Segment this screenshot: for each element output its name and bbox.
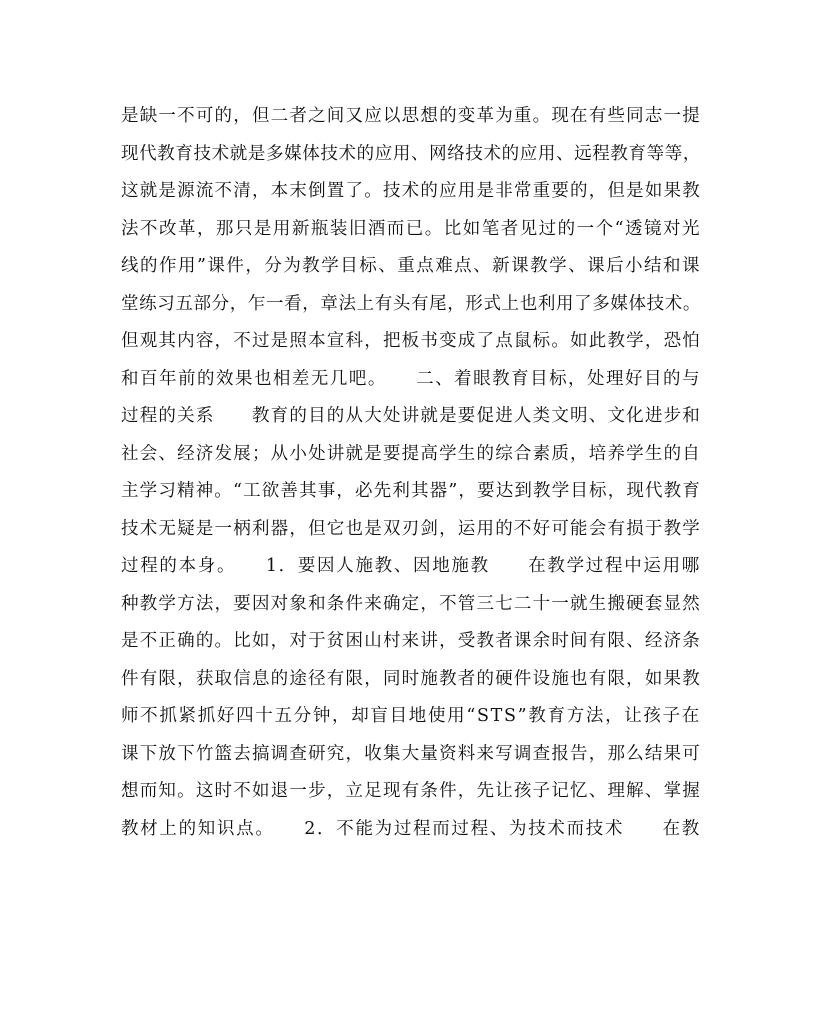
text-line-18: 课下放下竹篮去搞调查研究，收集大量资料来写调查报告，那么结果可 xyxy=(121,743,702,764)
text-line-16: 件有限，获取信息的途径有限，同时施教者的硬件设施也有限，如果教 xyxy=(121,668,702,689)
text-line-12: 技术无疑是一柄利器，但它也是双刃剑，运用的不好可能会有损于教学 xyxy=(121,518,702,539)
text-line-4: 法不改革，那只是用新瓶装旧酒而已。比如笔者见过的一个“透镜对光 xyxy=(121,218,701,239)
text-line-13: 过程的本身。 1．要因人施教、因地施教 在教学过程中运用哪 xyxy=(121,556,701,576)
text-line-1: 是缺一不可的，但二者之间又应以思想的变革为重。现在有些同志一提 xyxy=(121,106,702,126)
text-line-19: 想而知。这时不如退一步，立足现有条件，先让孩子记忆、理解、掌握 xyxy=(121,781,702,801)
text-line-9: 过程的关系 教育的目的从大处讲就是要促进人类文明、文化进步和 xyxy=(121,406,702,426)
text-line-17: 师不抓紧抓好四十五分钟，却盲目地使用“STS”教育方法，让孩子在 xyxy=(121,706,701,726)
text-line-2: 现代教育技术就是多媒体技术的应用、网络技术的应用、远程教育等等， xyxy=(121,143,701,164)
text-line-11: 主学习精神。“工欲善其事，必先利其器”，要达到教学目标，现代教育 xyxy=(121,481,701,501)
body-text xyxy=(121,98,701,848)
text-line-15: 是不正确的。比如，对于贫困山村来讲，受教者课余时间有限、经济条 xyxy=(121,631,702,651)
text-line-14: 种教学方法，要因对象和条件来确定，不管三七二十一就生搬硬套显然 xyxy=(121,593,702,614)
text-line-20: 教材上的知识点。 2．不能为过程而过程、为技术而技术 在教 xyxy=(121,818,701,839)
text-line-3: 这就是源流不清，本末倒置了。技术的应用是非常重要的，但是如果教 xyxy=(121,181,702,201)
text-line-6: 堂练习五部分，乍一看，章法上有头有尾，形式上也利用了多媒体技术。 xyxy=(121,293,701,314)
text-line-5: 线的作用”课件，分为教学目标、重点难点、新课教学、课后小结和课 xyxy=(121,256,701,276)
text-line-10: 社会、经济发展；从小处讲就是要提高学生的综合素质，培养学生的自 xyxy=(121,443,702,464)
text-line-7: 但观其内容，不过是照本宣科，把板书变成了点鼠标。如此教学，恐怕 xyxy=(121,331,702,351)
text-line-8: 和百年前的效果也相差无几吧。 二、着眼教育目标，处理好目的与 xyxy=(121,368,701,389)
